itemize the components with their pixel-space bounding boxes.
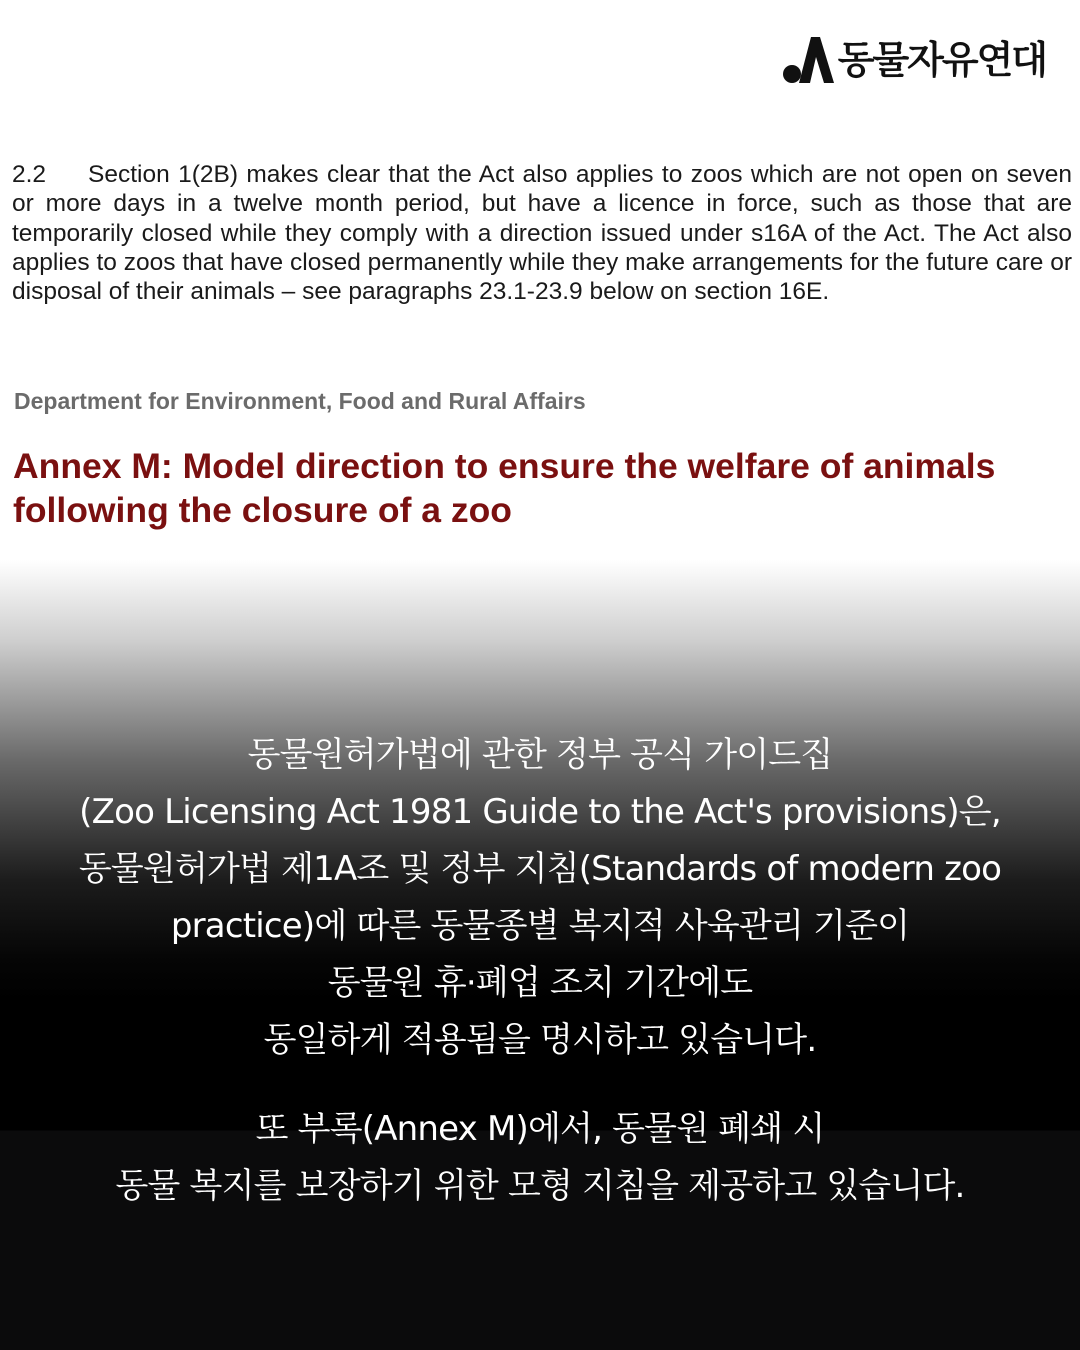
caption-block-annex xyxy=(20,1101,1060,1215)
brand-logo xyxy=(782,34,1046,86)
department-name: Department for Environment, Food and Rural Affairs xyxy=(14,388,586,414)
annex-title-line: following the closure of a zoo xyxy=(13,490,512,530)
caption-line: 동일하게 적용됨을 명시하고 있습니다. xyxy=(263,1020,817,1060)
paragraph-text: Section 1(2B) makes clear that the Act also applies to zoos which are not open on seven or more days in a twelve month period, but have a licence in force, such as those that are temporarily closed while they comply with a direction issued under s16A of the Act. The Act also applies to zoos that have closed permanently while they make arrangements for the future care or disposal of their animals – see paragraphs 23.1-23.9 below on section 16E. xyxy=(12,161,1072,306)
brand-name: 동물자유연대 xyxy=(837,38,1046,82)
caption-line: 동물원허가법 제1A조 및 정부 지침(Standards of modern zoo xyxy=(78,849,1002,889)
dot-and-triangle-logo-icon xyxy=(782,35,834,85)
document-paragraph xyxy=(12,160,1072,306)
caption-line: 동물원허가법에 관한 정부 공식 가이드집 xyxy=(247,735,833,775)
caption-line: 동물원 휴·폐업 조치 기간에도 xyxy=(327,963,753,1003)
caption-line: practice)에 따른 동물종별 복지적 사육관리 기준이 xyxy=(170,906,910,946)
caption-block-summary xyxy=(20,727,1060,1069)
caption-line: 동물 복지를 보장하기 위한 모형 지침을 제공하고 있습니다. xyxy=(115,1166,965,1206)
annex-title xyxy=(13,444,1073,532)
caption-line: 또 부록(Annex M)에서, 동물원 폐쇄 시 xyxy=(255,1109,825,1149)
annex-title-line: Annex M: Model direction to ensure the welfare of animals xyxy=(13,446,996,486)
caption-line: (Zoo Licensing Act 1981 Guide to the Act's provisions)은, xyxy=(79,792,1001,832)
paragraph-number: 2.2 xyxy=(12,161,47,188)
